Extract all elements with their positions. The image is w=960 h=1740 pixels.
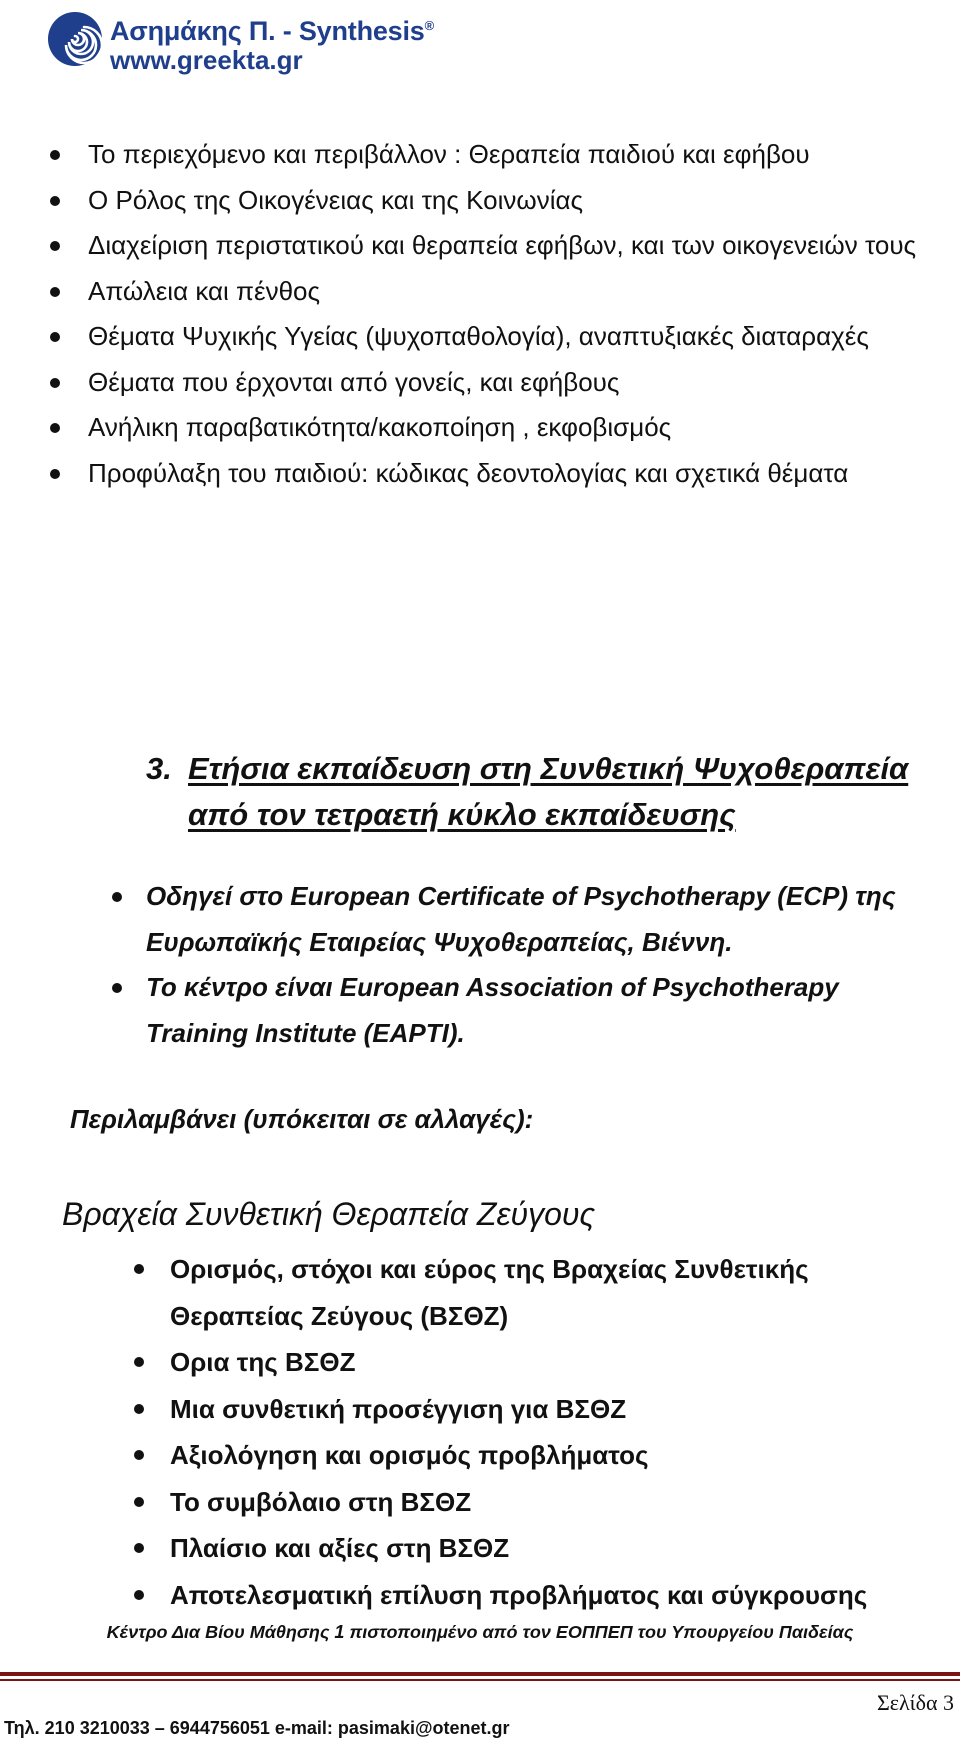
topic-item xyxy=(88,269,928,315)
couple-therapy-item xyxy=(170,1572,930,1619)
list-item-text: Το κέντρο είναι European Association of Psychotherapy Training Institute (EAPTI). xyxy=(146,972,839,1048)
spiral-icon xyxy=(46,10,104,68)
bullet-icon xyxy=(50,287,60,297)
topic-item xyxy=(88,132,928,178)
couple-therapy-heading: Βραχεία Συνθετική Θεραπεία Ζεύγους xyxy=(62,1196,596,1232)
bullet-icon xyxy=(50,332,60,342)
bullet-icon xyxy=(50,469,60,479)
footer-contact: Τηλ. 210 3210033 – 6944756051 e-mail: pasimaki@otenet.gr xyxy=(4,1718,510,1738)
section-3-bullets xyxy=(146,874,946,1056)
topic-item xyxy=(88,178,928,224)
list-item-text: Πλαίσιο και αξίες στη ΒΣΘΖ xyxy=(170,1533,510,1563)
bullet-icon xyxy=(134,1404,144,1414)
list-item-text: Αποτελεσματική επίλυση προβλήματος και σύγκρουσης xyxy=(170,1579,868,1610)
bullet-icon xyxy=(50,378,60,388)
couple-therapy-item xyxy=(170,1339,930,1386)
bullet-icon xyxy=(134,1590,144,1600)
footer-note: Κέντρο Δια Βίου Μάθησης 1 πιστοποιημένο από τον ΕΟΠΠΕΠ του Υπουργείου Παιδείας xyxy=(106,1622,854,1642)
includes-label: Περιλαμβάνει (υπόκειται σε αλλαγές): xyxy=(70,1104,534,1134)
header-logo xyxy=(46,10,435,76)
bullet-icon xyxy=(112,892,122,902)
logo-website: www.greekta.gr xyxy=(110,45,303,75)
bullet-icon xyxy=(134,1357,144,1367)
list-item-text: Διαχείριση περιστατικού και θεραπεία εφήβων, και των οικογενειών τους xyxy=(88,230,917,260)
list-item-text: Θέματα Ψυχικής Υγείας (ψυχοπαθολογία), αναπτυξιακές διαταραχές xyxy=(88,321,869,351)
bullet-icon xyxy=(50,423,60,433)
footer-rule-thick xyxy=(0,1672,960,1676)
list-item-text: Μια συνθετική προσέγγιση για ΒΣΘΖ xyxy=(170,1393,627,1424)
footer-rule-thin xyxy=(0,1679,960,1681)
section-title: Ετήσια εκπαίδευση στη Συνθετική Ψυχοθεραπεία από τον τετραετή κύκλο εκπαίδευσης xyxy=(188,751,909,832)
topic-item xyxy=(88,451,928,497)
topics-list xyxy=(88,132,928,496)
bullet-icon xyxy=(134,1497,144,1507)
section-3-item xyxy=(146,965,946,1056)
list-item-text: Ορια της ΒΣΘΖ xyxy=(170,1347,356,1377)
topic-item xyxy=(88,314,928,360)
couple-therapy-item xyxy=(170,1246,930,1339)
section-3-item xyxy=(146,874,946,965)
bullet-icon xyxy=(50,241,60,251)
list-item-text: Αξιολόγηση και ορισμός προβλήματος xyxy=(170,1440,649,1470)
bullet-icon xyxy=(134,1450,144,1460)
list-item-text: Απώλεια και πένθος xyxy=(88,275,321,306)
couple-therapy-item xyxy=(170,1479,930,1526)
topic-item xyxy=(88,360,928,406)
couple-therapy-item xyxy=(170,1432,930,1479)
list-item-text: Το περιεχόμενο και περιβάλλον : Θεραπεία παιδιού και εφήβου xyxy=(88,139,810,169)
topic-item xyxy=(88,223,928,269)
couple-therapy-list xyxy=(170,1246,930,1618)
bullet-icon xyxy=(134,1543,144,1553)
list-item-text: Οδηγεί στο European Certificate of Psychotherapy (ECP) της Ευρωπαϊκής Εταιρείας Ψυχοθεραπείας, Βιέννη. xyxy=(146,881,896,957)
topic-item xyxy=(88,405,928,451)
couple-therapy-item xyxy=(170,1386,930,1433)
list-item-text: Θέματα που έρχονται από γονείς, και εφήβους xyxy=(88,366,620,397)
list-item-text: Το συμβόλαιο στη ΒΣΘΖ xyxy=(170,1486,472,1517)
bullet-icon xyxy=(112,983,122,993)
list-item-text: Προφύλαξη του παιδιού: κώδικας δεοντολογίας και σχετικά θέματα xyxy=(88,457,849,488)
couple-therapy-item xyxy=(170,1525,930,1572)
bullet-icon xyxy=(50,196,60,206)
section-number: 3. xyxy=(146,751,172,786)
page-number: Σελίδα 3 xyxy=(876,1690,954,1715)
list-item-text: Ο Ρόλος της Οικογένειας και της Κοινωνίας xyxy=(88,184,584,215)
bullet-icon xyxy=(50,150,60,160)
list-item-text: Ανήλικη παραβατικότητα/κακοποίηση , εκφοβισμός xyxy=(88,412,672,442)
logo-title: Ασημάκης Π. - Synthesis® xyxy=(110,16,435,46)
bullet-icon xyxy=(134,1264,144,1274)
list-item-text: Ορισμός, στόχοι και εύρος της Βραχείας Συνθετικής Θεραπείας Ζεύγους (ΒΣΘΖ) xyxy=(170,1254,809,1331)
